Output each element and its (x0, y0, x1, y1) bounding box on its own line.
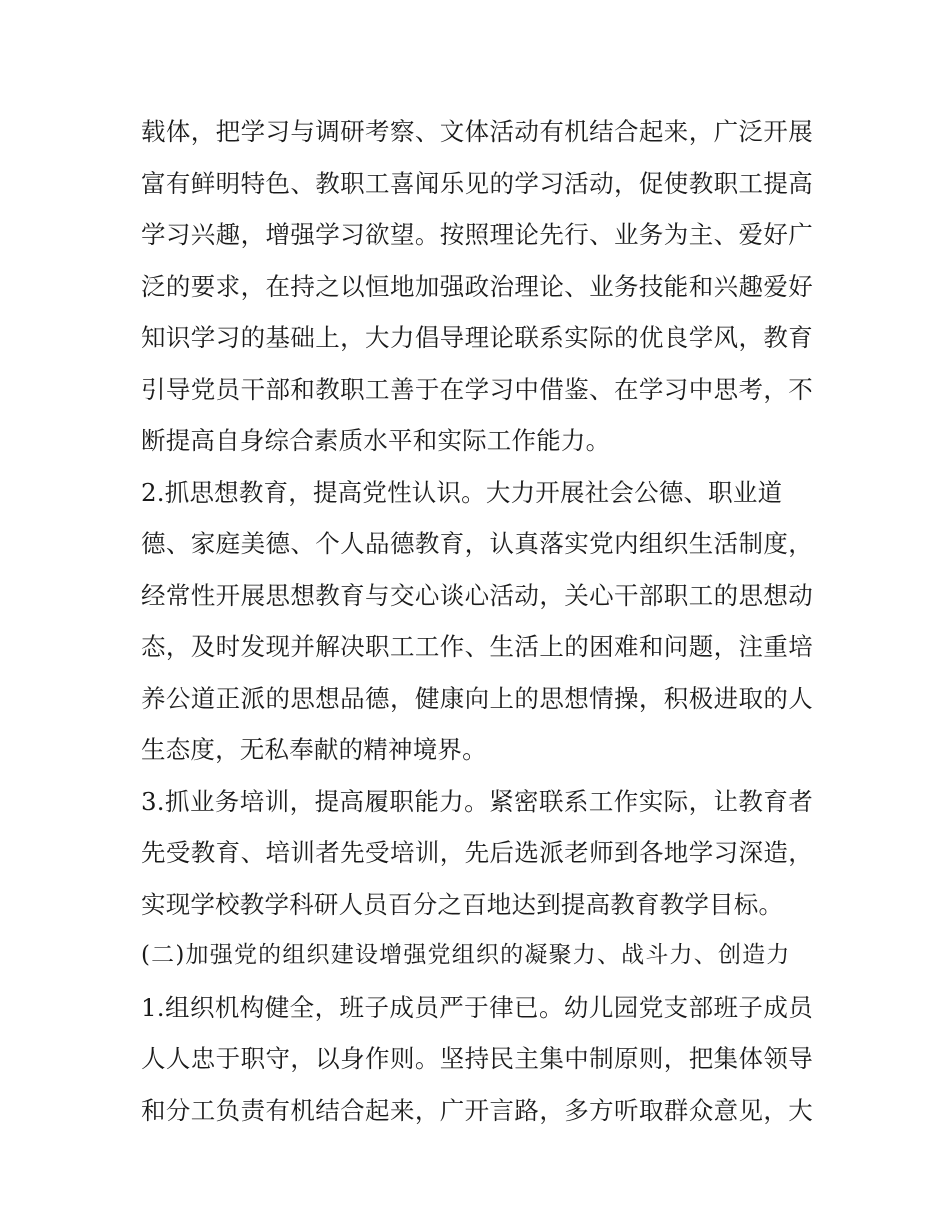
item-2-heading-line: 2.抓思想教育，提高党性认识。大力开展社会公德、职业道 (141, 477, 783, 507)
text-line: 学习兴趣，增强学习欲望。按照理论先行、业务为主、爱好广 (141, 220, 813, 249)
text-line: 生态度，无私奉献的精神境界。 (141, 735, 487, 764)
item-3-heading-line: 3.抓业务培训，提高履职能力。紧密联系工作实际，让教育者 (141, 786, 813, 816)
text-line: 先受教育、培训者先受培训，先后选派老师到各地学习深造， (141, 838, 813, 867)
text-line: 和分工负责有机结合起来，广开言路，多方听取群众意见，大 (141, 1095, 813, 1125)
text-line: 引导党员干部和教职工善于在学习中借鉴、在学习中思考，不 (141, 374, 813, 404)
text-line: 态，及时发现并解决职工工作、生活上的困难和问题，注重培 (141, 632, 813, 661)
text-line: 人人忠于职守，以身作则。坚持民主集中制原则，把集体领导 (141, 1044, 813, 1073)
text-line: 断提高自身综合素质水平和实际工作能力。 (141, 426, 611, 455)
text-line: 经常性开展思想教育与交心谈心活动，关心干部职工的思想动 (141, 580, 813, 610)
text-line: 知识学习的基础上，大力倡导理论联系实际的优良学风，教育 (141, 323, 813, 352)
text-line: 泛的要求，在持之以恒地加强政治理论、业务技能和兴趣爱好 (141, 271, 813, 301)
text-line: 富有鲜明特色、教职工喜闻乐见的学习活动，促使教职工提高 (141, 168, 813, 198)
item-1-heading-line: 1.组织机构健全，班子成员严于律已。幼儿园党支部班子成员 (141, 992, 813, 1022)
text-line: 德、家庭美德、个人品德教育，认真落实党内组织生活制度， (141, 529, 813, 558)
text-line: 养公道正派的思想品德，健康向上的思想情操，积极进取的人 (141, 683, 813, 713)
text-line: 载体，把学习与调研考察、文体活动有机结合起来，广泛开展 (141, 117, 813, 146)
body-text (141, 106, 813, 1136)
section-heading: (二)加强党的组织建设增强党组织的凝聚力、战斗力、创造力 (141, 942, 791, 968)
text-line: 实现学校教学科研人员百分之百地达到提高教育教学目标。 (141, 889, 784, 919)
